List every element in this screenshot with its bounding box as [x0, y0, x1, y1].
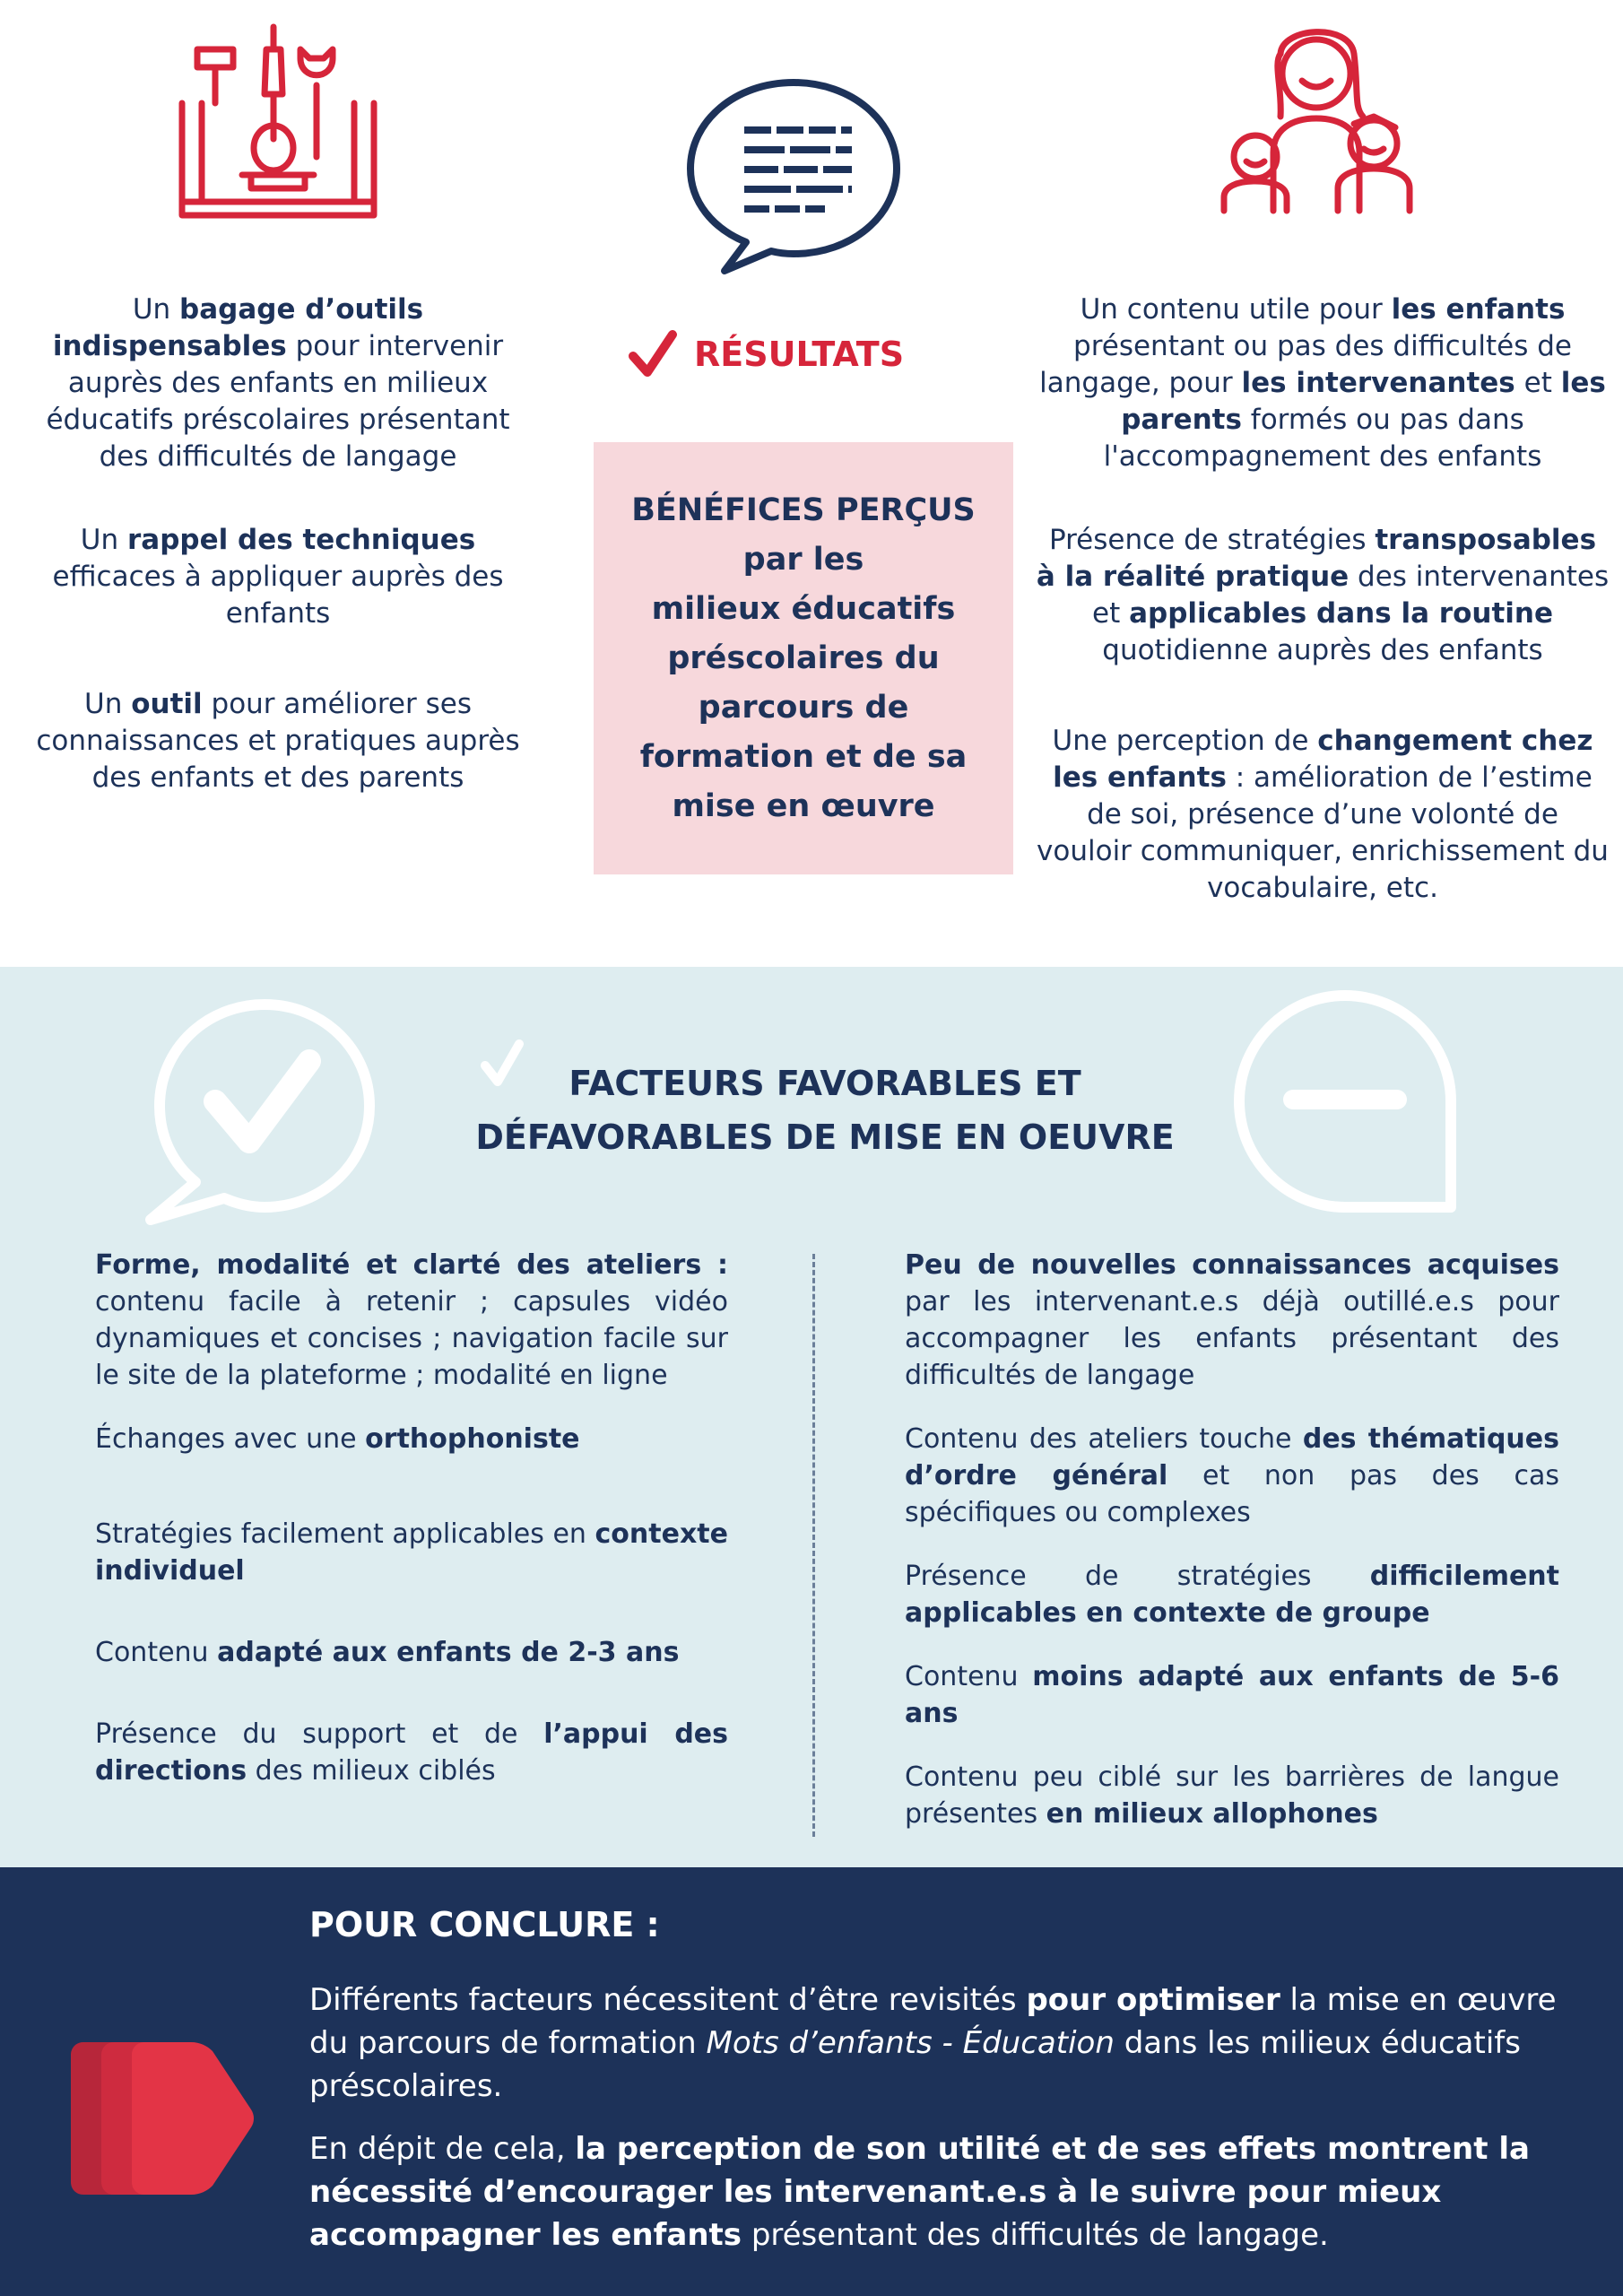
- unfavorable-item: Peu de nouvelles connaissances acquises par les intervenant.e.s déjà outillé.e.s pour accompagner les enfants présentant des difficultés de langage: [905, 1249, 1559, 1391]
- factors-title-line1: FACTEURS FAVORABLES ET: [568, 1064, 1081, 1103]
- checkmark-icon: [628, 329, 678, 379]
- benefices-text: BÉNÉFICES PERÇUS par les milieux éducatifs préscolaires du parcours de formation et de sa mise en œuvre: [631, 491, 976, 824]
- resultats-label: RÉSULTATS: [694, 335, 905, 374]
- results-section: [0, 0, 1623, 967]
- chat-minus-icon: [1228, 985, 1462, 1218]
- left-item-0: Un bagage d’outils indispensables pour intervenir auprès des enfants en milieux éducatifs préscolaires présentant des difficultés de langage: [46, 293, 510, 473]
- conclusion-title: POUR CONCLURE :: [309, 1905, 660, 1944]
- toolbox-icon: [175, 22, 381, 224]
- conclusion-paragraph: Différents facteurs nécessitent d’être revisités pour optimiser la mise en œuvre du parcours de formation Mots d’enfants - Éducation dans les milieux éducatifs préscolaires.: [309, 1982, 1557, 2104]
- factors-section: [0, 967, 1623, 1867]
- favorable-item: Contenu adapté aux enfants de 2-3 ans: [95, 1637, 680, 1668]
- conclusion-body: [309, 1979, 1583, 2276]
- right-item-2: Une perception de changement chez les enfants : amélioration de l’estime de soi, présence d’une volonté de vouloir communiquer, enrichissement du vocabulaire, etc.: [1037, 725, 1609, 904]
- conclusion-section: [0, 1867, 1623, 2296]
- chat-check-icon: [143, 994, 386, 1227]
- left-item-1: Un rappel des techniques efficaces à appliquer auprès des enfants: [52, 524, 504, 630]
- left-item-2: Un outil pour améliorer ses connaissances et pratiques auprès des enfants et des parents: [36, 688, 520, 794]
- family-icon: [1219, 18, 1417, 224]
- right-column: [1036, 291, 1610, 907]
- factors-title: [448, 1057, 1202, 1164]
- conclusion-paragraph: En dépit de cela, la perception de son utilité et de ses effets montrent la nécessité d’encourager les intervenant.e.s à le suivre pour mieux accompagner les enfants présentant des difficultés de langage.: [309, 2131, 1530, 2253]
- right-item-1: Présence de stratégies transposables à la réalité pratique des intervenantes et applicables dans la routine quotidienne auprès des enfants: [1036, 524, 1610, 666]
- resultats-header: [628, 323, 1004, 386]
- favorable-item: Stratégies facilement applicables en contexte individuel: [95, 1518, 728, 1587]
- factors-title-line2: DÉFAVORABLES DE MISE EN OEUVRE: [475, 1118, 1175, 1157]
- favorable-item: Forme, modalité et clarté des ateliers : contenu facile à retenir ; capsules vidéo dynamiques et concises ; navigation facile sur le site de la plateforme ; modalité en ligne: [95, 1249, 728, 1391]
- right-item-0: Un contenu utile pour les enfants présentant ou pas des difficultés de langage, pour les intervenantes et les parents formés ou pas dans l'accompagnement des enfants: [1039, 293, 1606, 473]
- favorable-item: Échanges avec une orthophoniste: [95, 1423, 580, 1455]
- unfavorable-item: Contenu des ateliers touche des thématiques d’ordre général et non pas des cas spécifiques ou complexes: [905, 1423, 1559, 1528]
- left-column: [36, 291, 520, 796]
- favorable-factors: [95, 1247, 728, 1789]
- unfavorable-factors: [905, 1247, 1559, 1832]
- dashed-divider: [812, 1254, 815, 1837]
- unfavorable-item: Contenu moins adapté aux enfants de 5-6 ans: [905, 1661, 1559, 1729]
- unfavorable-item: Présence de stratégies difficilement applicables en contexte de groupe: [905, 1561, 1559, 1629]
- benefices-box: [594, 442, 1013, 874]
- play-arrows-icon: [67, 2033, 256, 2204]
- unfavorable-item: Contenu peu ciblé sur les barrières de langue présentes en milieux allophones: [905, 1761, 1559, 1830]
- favorable-item: Présence du support et de l’appui des directions des milieux ciblés: [95, 1718, 729, 1787]
- speech-bubble-icon: [681, 72, 906, 278]
